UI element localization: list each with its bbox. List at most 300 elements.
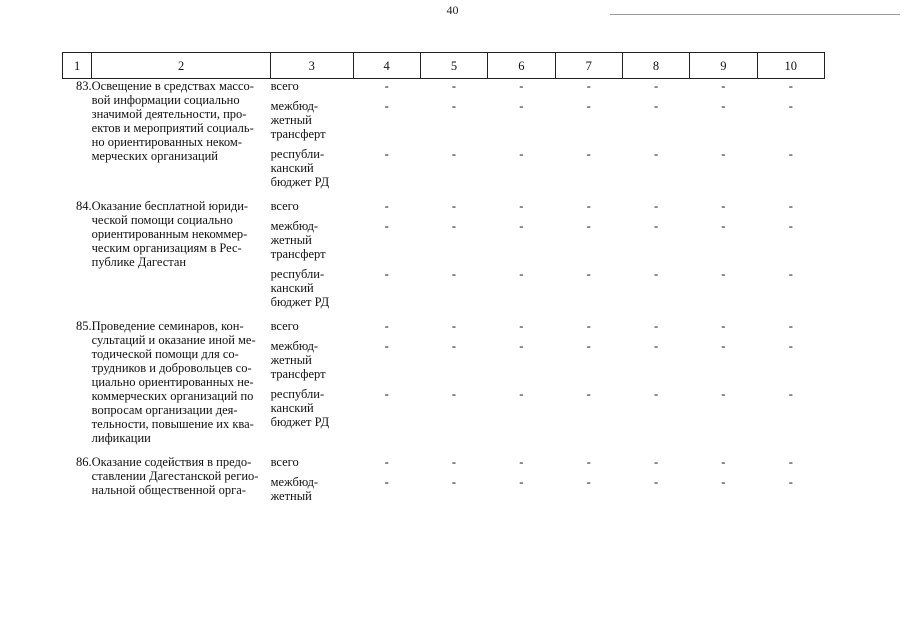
- value-entry: -: [653, 147, 659, 161]
- value-cell: [622, 199, 689, 309]
- value-entry: -: [384, 199, 389, 213]
- spacer: [622, 175, 689, 189]
- spacer: [757, 175, 824, 189]
- value-group: [420, 219, 487, 261]
- program-table: [62, 52, 825, 503]
- row-number: 85.: [76, 319, 92, 333]
- spacer: [488, 401, 555, 415]
- spacer: [488, 175, 555, 189]
- spacer: [622, 247, 689, 261]
- value-group: [488, 455, 555, 469]
- funding-source-line: бюджет РД: [270, 415, 330, 429]
- value-group: [488, 147, 555, 189]
- spacer: [353, 367, 420, 381]
- measure-name-line: публике Дагестан: [91, 255, 187, 269]
- spacer: [690, 401, 757, 415]
- funding-source-line: бюджет РД: [270, 295, 330, 309]
- value-entry: -: [721, 339, 726, 353]
- value-cell: [622, 455, 689, 503]
- spacer: [488, 489, 555, 503]
- spacer: [757, 415, 824, 429]
- value-group: [690, 79, 757, 93]
- value-group: [488, 475, 555, 503]
- value-group: [690, 339, 757, 381]
- column-header: 5: [420, 53, 487, 79]
- value-entry: -: [721, 387, 726, 401]
- value-group: [555, 199, 622, 213]
- value-group: [555, 267, 622, 309]
- spacer: [690, 233, 757, 247]
- measure-name: [92, 79, 271, 190]
- value-entry: -: [721, 79, 726, 93]
- value-group: [353, 455, 420, 469]
- spacer: [690, 281, 757, 295]
- spacer: [622, 233, 689, 247]
- spacer: [353, 175, 420, 189]
- value-entry: -: [721, 319, 726, 333]
- spacer: [353, 161, 420, 175]
- measure-name-line: ческим организациям в Рес-: [91, 241, 242, 255]
- spacer: [690, 353, 757, 367]
- measure-name-line: вой информации социально: [91, 93, 240, 107]
- measure-name-line: но ориентированных неком-: [91, 135, 242, 149]
- value-group: [757, 79, 824, 93]
- spacer: [555, 233, 622, 247]
- value-entry: -: [384, 219, 389, 233]
- value-group: [353, 99, 420, 141]
- value-entry: -: [721, 455, 726, 469]
- value-cell: [622, 79, 689, 190]
- value-group: [690, 199, 757, 213]
- document-sheet: [62, 52, 825, 503]
- measure-name-line: нальной общественной орга-: [91, 483, 246, 497]
- funding-source-line: трансферт: [270, 367, 326, 381]
- funding-source-line: канский: [270, 281, 314, 295]
- value-group: [488, 199, 555, 213]
- value-group: [353, 267, 420, 309]
- funding-source: [271, 339, 353, 381]
- spacer: [757, 489, 824, 503]
- value-cell: [690, 199, 757, 309]
- measure-name-line: лификации: [91, 431, 151, 445]
- spacer: [555, 281, 622, 295]
- spacer: [420, 161, 487, 175]
- funding-source-line: всего: [270, 319, 299, 333]
- funding-source: [271, 475, 353, 503]
- row-spacer-cell: [63, 445, 825, 455]
- funding-source: [271, 199, 353, 213]
- value-entry: -: [586, 199, 591, 213]
- value-entry: -: [788, 475, 793, 489]
- row-number: 84.: [76, 199, 92, 213]
- value-cell: [353, 79, 420, 190]
- table-row: [63, 319, 825, 445]
- value-entry: -: [451, 267, 457, 281]
- spacer: [488, 247, 555, 261]
- value-group: [622, 79, 689, 93]
- value-cell: [757, 455, 824, 503]
- value-entry: -: [586, 99, 591, 113]
- value-group: [757, 147, 824, 189]
- value-entry: -: [788, 455, 793, 469]
- funding-source-line: трансферт: [270, 247, 326, 261]
- value-group: [353, 339, 420, 381]
- value-group: [555, 219, 622, 261]
- value-group: [420, 79, 487, 93]
- value-entry: -: [788, 339, 793, 353]
- value-group: [555, 339, 622, 381]
- funding-source-line: межбюд-: [270, 219, 319, 233]
- spacer: [353, 295, 420, 309]
- value-group: [622, 199, 689, 213]
- spacer: [690, 247, 757, 261]
- spacer: [420, 127, 487, 141]
- value-entry: -: [586, 147, 591, 161]
- value-group: [622, 319, 689, 333]
- value-entry: -: [384, 267, 389, 281]
- spacer: [690, 295, 757, 309]
- measure-name-line: мерческих организаций: [91, 149, 218, 163]
- value-group: [622, 219, 689, 261]
- value-entry: -: [586, 219, 591, 233]
- value-entry: -: [384, 147, 389, 161]
- value-group: [622, 339, 689, 381]
- value-entry: -: [519, 387, 524, 401]
- measure-name-line: циально ориентированных не-: [91, 375, 254, 389]
- spacer: [622, 161, 689, 175]
- spacer: [690, 161, 757, 175]
- value-entry: -: [451, 455, 457, 469]
- value-group: [622, 475, 689, 503]
- value-group: [488, 99, 555, 141]
- measure-name-line: тодической помощи для со-: [91, 347, 239, 361]
- value-entry: -: [384, 455, 389, 469]
- funding-source-line: канский: [270, 161, 314, 175]
- value-entry: -: [451, 79, 457, 93]
- spacer: [757, 281, 824, 295]
- measure-name-line: ориентированным некоммер-: [91, 227, 248, 241]
- spacer: [622, 295, 689, 309]
- column-header: 1: [63, 53, 92, 79]
- value-group: [353, 147, 420, 189]
- spacer: [622, 401, 689, 415]
- value-cell: [555, 319, 622, 445]
- spacer: [555, 401, 622, 415]
- spacer: [757, 247, 824, 261]
- funding-source-line: бюджет РД: [270, 175, 330, 189]
- funding-source-line: жетный: [270, 353, 312, 367]
- value-group: [622, 267, 689, 309]
- funding-source: [271, 387, 353, 429]
- value-group: [488, 267, 555, 309]
- value-entry: -: [788, 219, 793, 233]
- value-group: [555, 99, 622, 141]
- spacer: [622, 489, 689, 503]
- measure-name-line: коммерческих организаций по: [91, 389, 254, 403]
- value-entry: -: [384, 99, 389, 113]
- value-entry: -: [451, 199, 457, 213]
- value-entry: -: [653, 319, 659, 333]
- value-entry: -: [451, 319, 457, 333]
- value-entry: -: [384, 319, 389, 333]
- column-header: 2: [92, 53, 271, 79]
- value-group: [353, 475, 420, 503]
- value-cell: [690, 319, 757, 445]
- funding-source-line: жетный: [270, 113, 312, 127]
- spacer: [690, 367, 757, 381]
- funding-source-line: республи-: [270, 387, 325, 401]
- spacer: [420, 113, 487, 127]
- spacer: [420, 353, 487, 367]
- value-cell: [555, 79, 622, 190]
- value-entry: -: [788, 99, 793, 113]
- column-header: 4: [353, 53, 420, 79]
- funding-source: [271, 219, 353, 261]
- measure-name-line: ектов и мероприятий социаль-: [91, 121, 254, 135]
- value-entry: -: [451, 99, 457, 113]
- value-group: [420, 199, 487, 213]
- funding-source-line: межбюд-: [270, 99, 319, 113]
- value-cell: [488, 319, 555, 445]
- value-group: [420, 387, 487, 429]
- measure-name-line: значимой деятельности, про-: [91, 107, 247, 121]
- value-entry: -: [788, 199, 793, 213]
- value-cell: [622, 319, 689, 445]
- spacer: [353, 415, 420, 429]
- spacer: [555, 353, 622, 367]
- spacer: [420, 415, 487, 429]
- funding-source: [271, 147, 353, 189]
- spacer: [488, 367, 555, 381]
- value-cell: [757, 319, 824, 445]
- value-entry: -: [653, 475, 659, 489]
- measure-name-line: трудников и добровольцев со-: [91, 361, 252, 375]
- funding-source-line: межбюд-: [270, 339, 319, 353]
- value-cell: [757, 199, 824, 309]
- value-group: [420, 147, 487, 189]
- value-entry: -: [586, 475, 591, 489]
- spacer: [353, 247, 420, 261]
- value-entry: -: [384, 339, 389, 353]
- value-group: [488, 339, 555, 381]
- value-group: [757, 339, 824, 381]
- value-entry: -: [788, 319, 793, 333]
- row-spacer: [63, 189, 825, 199]
- value-entry: -: [721, 147, 726, 161]
- value-entry: -: [721, 475, 726, 489]
- value-entry: -: [788, 79, 793, 93]
- value-cell: [690, 79, 757, 190]
- spacer: [353, 127, 420, 141]
- value-entry: -: [519, 267, 524, 281]
- funding-source-line: всего: [270, 455, 299, 469]
- measure-name-line: тельности, повышение их ква-: [91, 417, 254, 431]
- value-cell: [420, 319, 487, 445]
- row-spacer: [63, 309, 825, 319]
- value-entry: -: [451, 219, 457, 233]
- spacer: [757, 127, 824, 141]
- column-header: 8: [622, 53, 689, 79]
- spacer: [420, 247, 487, 261]
- value-group: [757, 387, 824, 429]
- spacer: [757, 353, 824, 367]
- spacer: [488, 233, 555, 247]
- spacer: [488, 281, 555, 295]
- funding-source-line: всего: [270, 79, 299, 93]
- value-group: [555, 147, 622, 189]
- funding-source: [271, 455, 353, 469]
- value-group: [488, 387, 555, 429]
- funding-source-line: жетный: [270, 233, 312, 247]
- value-entry: -: [586, 79, 591, 93]
- spacer: [555, 175, 622, 189]
- spacer: [690, 127, 757, 141]
- value-group: [420, 339, 487, 381]
- table-row: [63, 455, 825, 503]
- measure-name-line: ставлении Дагестанской регио-: [91, 469, 259, 483]
- value-entry: -: [721, 199, 726, 213]
- funding-source-line: трансферт: [270, 127, 326, 141]
- value-entry: -: [586, 319, 591, 333]
- value-entry: -: [519, 99, 524, 113]
- value-entry: -: [653, 99, 659, 113]
- spacer: [353, 113, 420, 127]
- value-group: [622, 99, 689, 141]
- value-entry: -: [519, 475, 524, 489]
- spacer: [488, 295, 555, 309]
- spacer: [420, 401, 487, 415]
- spacer: [420, 489, 487, 503]
- table-header-row: [63, 53, 825, 79]
- value-cell: [420, 455, 487, 503]
- spacer: [353, 401, 420, 415]
- value-entry: -: [519, 79, 524, 93]
- table-row: [63, 199, 825, 309]
- value-entry: -: [653, 219, 659, 233]
- value-group: [555, 319, 622, 333]
- measure-name-line: Проведение семинаров, кон-: [91, 319, 244, 333]
- spacer: [488, 415, 555, 429]
- funding-sources: [271, 455, 353, 503]
- column-header: 9: [690, 53, 757, 79]
- value-group: [690, 387, 757, 429]
- value-group: [420, 475, 487, 503]
- value-entry: -: [653, 267, 659, 281]
- spacer: [622, 367, 689, 381]
- value-group: [757, 475, 824, 503]
- value-entry: -: [721, 219, 726, 233]
- funding-source: [271, 267, 353, 309]
- measure-name-line: Оказание содействия в предо-: [91, 455, 252, 469]
- funding-sources: [271, 319, 353, 445]
- value-cell: [555, 199, 622, 309]
- value-group: [353, 219, 420, 261]
- spacer: [622, 281, 689, 295]
- spacer: [757, 113, 824, 127]
- value-group: [420, 319, 487, 333]
- value-entry: -: [586, 339, 591, 353]
- value-cell: [353, 199, 420, 309]
- value-entry: -: [586, 387, 591, 401]
- spacer: [488, 161, 555, 175]
- value-entry: -: [653, 79, 659, 93]
- spacer: [622, 415, 689, 429]
- spacer: [353, 281, 420, 295]
- spacer: [555, 367, 622, 381]
- value-group: [420, 267, 487, 309]
- spacer: [420, 367, 487, 381]
- spacer: [420, 295, 487, 309]
- row-number: 86.: [76, 455, 92, 469]
- value-entry: -: [788, 267, 793, 281]
- value-cell: [757, 79, 824, 190]
- scan-artifact-line: [610, 14, 900, 15]
- value-group: [353, 199, 420, 213]
- spacer: [555, 415, 622, 429]
- spacer: [555, 161, 622, 175]
- value-group: [555, 475, 622, 503]
- value-group: [420, 99, 487, 141]
- value-entry: -: [519, 455, 524, 469]
- value-cell: [488, 199, 555, 309]
- spacer: [757, 367, 824, 381]
- spacer: [690, 489, 757, 503]
- spacer: [622, 353, 689, 367]
- value-group: [555, 387, 622, 429]
- spacer: [353, 489, 420, 503]
- funding-source: [271, 99, 353, 141]
- spacer: [622, 127, 689, 141]
- value-group: [555, 79, 622, 93]
- funding-source-line: канский: [270, 401, 314, 415]
- value-entry: -: [451, 147, 457, 161]
- row-spacer-cell: [63, 309, 825, 319]
- value-cell: [690, 455, 757, 503]
- spacer: [690, 113, 757, 127]
- value-group: [622, 147, 689, 189]
- value-group: [757, 219, 824, 261]
- spacer: [622, 113, 689, 127]
- measure-name-line: сультаций и оказание иной ме-: [91, 333, 256, 347]
- measure-name: [92, 319, 271, 445]
- value-entry: -: [451, 387, 457, 401]
- spacer: [757, 233, 824, 247]
- page-number: 40: [446, 3, 459, 17]
- value-group: [690, 319, 757, 333]
- funding-source-line: всего: [270, 199, 299, 213]
- value-entry: -: [653, 199, 659, 213]
- spacer: [488, 353, 555, 367]
- column-header: 6: [488, 53, 555, 79]
- value-group: [690, 219, 757, 261]
- row-number: 83.: [76, 79, 92, 93]
- measure-name-line: ческой помощи социально: [91, 213, 233, 227]
- row-spacer: [63, 445, 825, 455]
- value-entry: -: [653, 455, 659, 469]
- spacer: [555, 127, 622, 141]
- value-group: [488, 79, 555, 93]
- value-entry: -: [788, 147, 793, 161]
- funding-sources: [271, 199, 353, 309]
- measure-name-line: вопросам организации дея-: [91, 403, 238, 417]
- funding-source-line: межбюд-: [270, 475, 319, 489]
- funding-source: [271, 79, 353, 93]
- column-header: 7: [555, 53, 622, 79]
- value-group: [690, 147, 757, 189]
- value-cell: [420, 79, 487, 190]
- funding-source: [271, 319, 353, 333]
- spacer: [757, 161, 824, 175]
